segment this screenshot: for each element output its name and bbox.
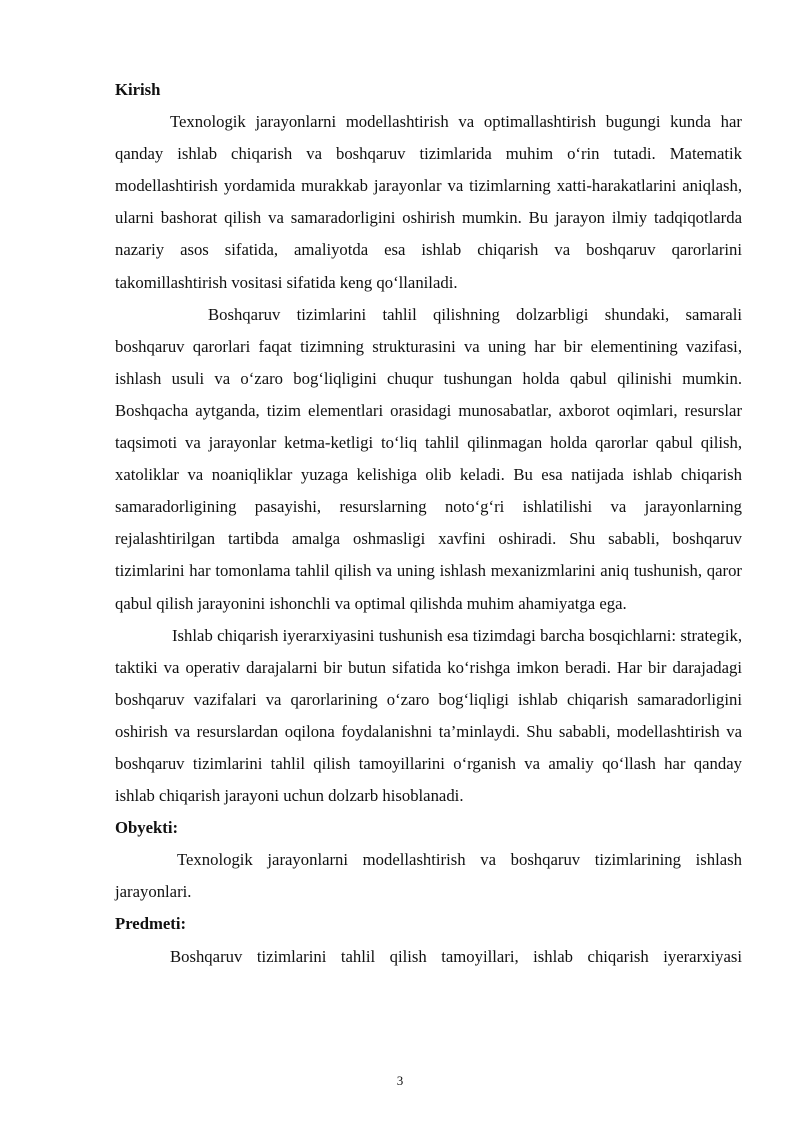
- intro-heading: Kirish: [115, 80, 161, 99]
- object-paragraph: Texnologik jarayonlarni modellashtirish va boshqaruv tizimlarining ishlash jarayonlari.: [115, 850, 742, 902]
- object-heading: Obyekti:: [115, 818, 179, 838]
- page-number: 3: [396, 1073, 404, 1088]
- page-body: [115, 74, 742, 973]
- intro-paragraph-1: Texnologik jarayonlarni modellashtirish va optimallashtirish bugungi kunda har qanday ishlab chiqarish va boshqaruv tizimlarida muhim o‘rin tutadi. Matematik modellashtirish yordamida murakkab jarayonlar va tizimlarning xatti-harakatlarini aniqlash, ularni bashorat qilish va samaradorligini oshirish mumkin. Bu jarayon ilmiy tadqiqotlarda nazariy asos sifatida, amaliyotda esa ishlab chiqarish va boshqaruv qarorlarini takomillashtirish vositasi sifatida keng qo‘llaniladi.: [115, 112, 742, 292]
- subject-paragraph: Boshqaruv tizimlarini tahlil qilish tamoyillari, ishlab chiqarish iyerarxiyasi: [170, 946, 742, 966]
- intro-paragraph-3: Ishlab chiqarish iyerarxiyasini tushunish esa tizimdagi barcha bosqichlarni: strategik, taktiki va operativ darajalarni bir butun sifatida ko‘rishga imkon beradi. Har bir darajadagi boshqaruv vazifalari va qarorlarining o‘zaro bog‘liqligi ishlab chiqarish samaradorligini oshirish va resurslardan oqilona foydalanishni ta’minlaydi. Shu sababli, modellashtirish va boshqaruv tizimlarini tahlil qilish tamoyillarini o‘rganish va amaliy qo‘llash har qanday ishlab chiqarish jarayoni uchun dolzarb hisoblanadi.: [115, 625, 742, 806]
- subject-heading: Predmeti:: [115, 914, 187, 934]
- intro-paragraph-2: Boshqaruv tizimlarini tahlil qilishning dolzarbligi shundaki, samarali boshqaruv qarorlari faqat tizimning strukturasini va uning har bir elementining vazifasi, ishlash usuli va o‘zaro bog‘liqligini chuqur tushungan holda qabul qilinishi mumkin. Boshqacha aytganda, tizim elementlari orasidagi munosabatlar, axborot oqimlari, resurslar taqsimoti va jarayonlar ketma-ketligi to‘liq tahlil qilinmagan holda qarorlar qabul qilish, xatoliklar va noaniqliklar yuzaga kelishiga olib keladi. Bu esa natijada ishlab chiqarish samaradorligining pasayishi, resurslarning noto‘g‘ri ishlatilishi va jarayonlarning rejalashtirilgan tartibda amalga oshmasligi xavfini oshiradi. Shu sababli, boshqaruv tizimlarini har tomonlama tahlil qilish va uning ishlash mexanizmlarini aniq tushunish, qaror qabul qilish jarayonini ishonchli va optimal qilishda muhim ahamiyatga ega.: [115, 304, 742, 613]
